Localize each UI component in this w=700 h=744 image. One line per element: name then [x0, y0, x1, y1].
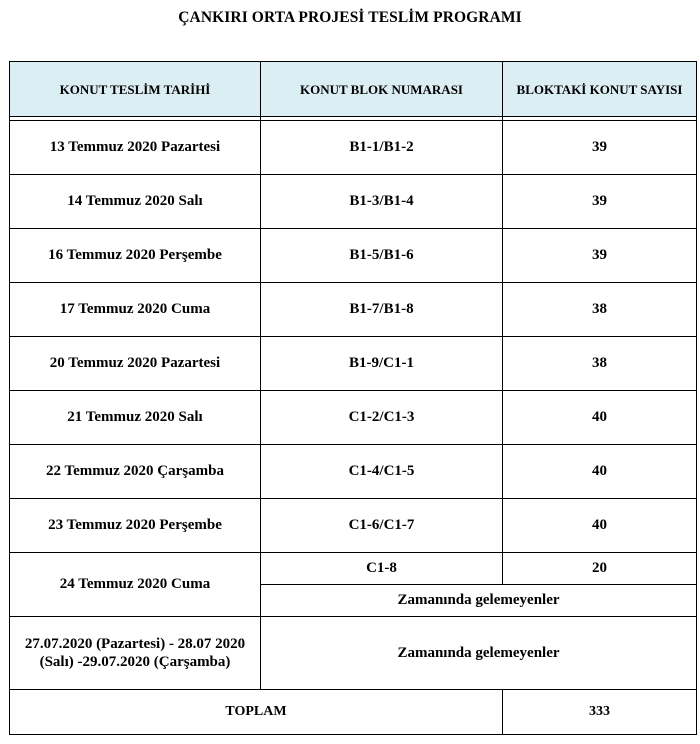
- block-number: B1-3/B1-4: [261, 175, 503, 229]
- unit-count: 40: [503, 445, 697, 499]
- total-label: TOPLAM: [10, 690, 503, 735]
- block-number: B1-7/B1-8: [261, 283, 503, 337]
- unit-count: 40: [503, 499, 697, 553]
- block-number: C1-4/C1-5: [261, 445, 503, 499]
- delivery-date: 16 Temmuz 2020 Perşembe: [10, 229, 261, 283]
- delivery-date: 17 Temmuz 2020 Cuma: [10, 283, 261, 337]
- delivery-date: 21 Temmuz 2020 Salı: [10, 391, 261, 445]
- block-number: B1-5/B1-6: [261, 229, 503, 283]
- block-number: C1-2/C1-3: [261, 391, 503, 445]
- block-number: C1-8: [261, 553, 503, 585]
- total-value: 333: [503, 690, 697, 735]
- late-note: Zamanında gelemeyenler: [261, 585, 697, 617]
- table-row: [10, 175, 697, 229]
- block-number: B1-9/C1-1: [261, 337, 503, 391]
- block-number: C1-6/C1-7: [261, 499, 503, 553]
- delivery-date: 13 Temmuz 2020 Pazartesi: [10, 121, 261, 175]
- delivery-date: 14 Temmuz 2020 Salı: [10, 175, 261, 229]
- table-row: [10, 229, 697, 283]
- table-row: [10, 121, 697, 175]
- table-row: [10, 337, 697, 391]
- delivery-date: 24 Temmuz 2020 Cuma: [10, 553, 261, 617]
- unit-count: 38: [503, 337, 697, 391]
- table-row: [10, 445, 697, 499]
- table-row: [10, 499, 697, 553]
- delivery-date: 22 Temmuz 2020 Çarşamba: [10, 445, 261, 499]
- block-number: B1-1/B1-2: [261, 121, 503, 175]
- unit-count: 39: [503, 121, 697, 175]
- table-row: [10, 283, 697, 337]
- table-row: [10, 553, 697, 585]
- late-note: Zamanında gelemeyenler: [261, 617, 697, 690]
- unit-count: 39: [503, 229, 697, 283]
- delivery-schedule-table: [9, 61, 697, 735]
- unit-count: 38: [503, 283, 697, 337]
- header-date: KONUT TESLİM TARİHİ: [10, 62, 261, 117]
- header-block: KONUT BLOK NUMARASI: [261, 62, 503, 117]
- delivery-date: 20 Temmuz 2020 Pazartesi: [10, 337, 261, 391]
- delivery-date: 23 Temmuz 2020 Perşembe: [10, 499, 261, 553]
- table-header-row: [10, 62, 697, 117]
- unit-count: 20: [503, 553, 697, 585]
- total-row: [10, 690, 697, 735]
- table-row: [10, 391, 697, 445]
- page-title: ÇANKIRI ORTA PROJESİ TESLİM PROGRAMI: [178, 9, 522, 26]
- unit-count: 40: [503, 391, 697, 445]
- table-row-late: [10, 617, 697, 690]
- header-count: BLOKTAKİ KONUT SAYISI: [503, 62, 697, 117]
- unit-count: 39: [503, 175, 697, 229]
- late-delivery-dates: 27.07.2020 (Pazartesi) - 28.07 2020 (Salı) -29.07.2020 (Çarşamba): [10, 617, 261, 690]
